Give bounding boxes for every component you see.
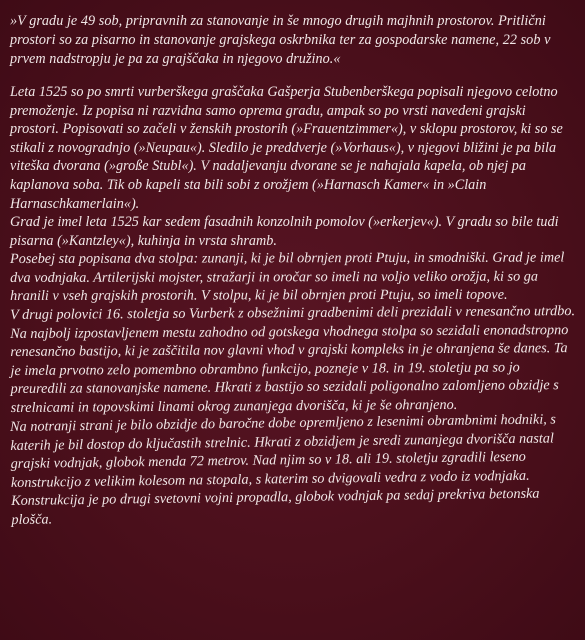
paragraph-inventory-1525: Leta 1525 so po smrti vurberškega graščaka Gašperja Stubenberškega popisali njegovo celotno premoženje. Iz popisa ni razvidna samo oprema gradu, ampak so po vrsti navedeni grajski prostori. Popisovati so začeli v ženskih prostorih (»Frauentzimmer«), v sklopu prostorov, ki so se stikali z novogradnjo (»Neupau«). Sledilo je preddverje (»Vorhaus«), v njegovi bližini je pa bila viteška dvorana (»große Stubl«). V nadaljevanju dvorane se je nahajala kapela, ob njej pa kaplanova soba. Tik ob kapeli sta bili sobi z orožjem (»Harnasch Kamer« in »Clain Harnaschkamerlain«). xyxy=(10,84,563,212)
paragraph-erkers: Grad je imel leta 1525 kar sedem fasadnih konzolnih pomolov (»erkerjev«). V gradu so bile tudi pisarna (»Kantzley«), kuhinja in vrsta shramb. xyxy=(10,214,559,249)
paragraph-walls-well: Na notranji strani je bilo obzidje do baročne dobe opremljeno z lesenimi obrambnimi hodniki, s katerih je bil dostop do ključastih strelnic. Hkrati z obzidjem je sredi zunanjega dvorišča nastal grajski vodnjak, globok menda 72 metrov. Nad njim so v 18. ali 19. stoletju zgradili leseno konstrukcijo z velikim kolesom na stopala, s katerim so dvigovali vedra z vodo iz vodnjaka. Konstrukcija je po drugi svetovni vojni propadla, globok vodnjak pa sedaj prekriva betonska plošča. xyxy=(10,411,557,528)
castle-quote: »V gradu je 49 sob, pripravnih za stanovanje in še mnogo drugih majhnih prostorov. Pritlični prostori so za pisarno in stanovanje grajskega oskrbnika ter za gospodarske namene, 22 sob v prvem nadstropju je pa za grajščaka in njegovo družino.« xyxy=(10,13,551,67)
history-text xyxy=(10,83,575,529)
paragraph-renaissance: V drugi polovici 16. stoletja so Vurberk z obsežnimi gradbenimi deli prezidali v renesančno utrdbo. Na najbolj izpostavljenem mestu zahodno od gotskega vhodnega stolpa so sezidali enonadstropno renesančno bastijo, ki je zaščitila nov glavni vhod v grajski kompleks in je ohranjena še danes. Ta je imela prvotno zelo pomembno obrambno funkcijo, pozneje v 18. in 19. stoletju pa so jo preuredili za stanovanjske namene. Hkrati z bastijo so sezidali poligonalno zalomljeno obzidje s strelnicami in topovskimi linami okrog zunanjega dvorišča, ki je še ohranjeno. xyxy=(10,303,576,417)
paragraph-towers: Posebej sta popisana dva stolpa: zunanji, ki je bil obrnjen proti Ptuju, in smodniški. Grad je imel dva vodnjaka. Artilerijski mojster, stražarji in oročar so imeli na voljo veliko orožja, ki so ga hranili v vseh grajskih prostorih. V stolpu, ki je bil obrnjen proti Ptuju, so imeli topove. xyxy=(10,249,565,305)
